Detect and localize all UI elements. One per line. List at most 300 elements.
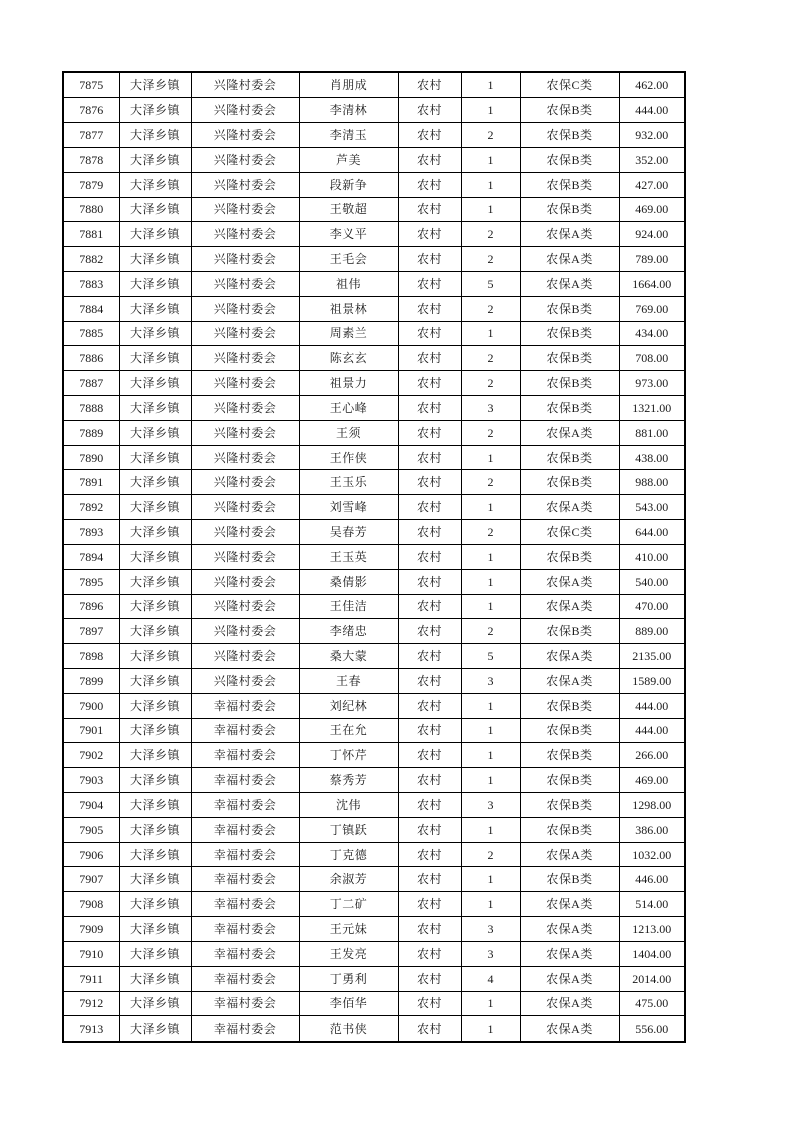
cell-person_count: 3: [461, 941, 520, 966]
cell-town: 大泽乡镇: [119, 817, 191, 842]
cell-record_no: 7884: [63, 296, 119, 321]
cell-insurance_category: 农保B类: [520, 396, 619, 421]
cell-record_no: 7902: [63, 743, 119, 768]
cell-residence_type: 农村: [398, 966, 461, 991]
cell-town: 大泽乡镇: [119, 296, 191, 321]
cell-name: 蔡秀芳: [299, 768, 398, 793]
cell-amount: 556.00: [619, 1016, 685, 1042]
cell-amount: 973.00: [619, 371, 685, 396]
cell-village_committee: 兴隆村委会: [191, 123, 299, 148]
cell-town: 大泽乡镇: [119, 867, 191, 892]
cell-name: 芦美: [299, 147, 398, 172]
cell-town: 大泽乡镇: [119, 495, 191, 520]
cell-record_no: 7912: [63, 991, 119, 1016]
cell-village_committee: 兴隆村委会: [191, 321, 299, 346]
cell-record_no: 7899: [63, 668, 119, 693]
cell-town: 大泽乡镇: [119, 917, 191, 942]
cell-town: 大泽乡镇: [119, 72, 191, 98]
cell-insurance_category: 农保A类: [520, 594, 619, 619]
cell-amount: 881.00: [619, 420, 685, 445]
cell-insurance_category: 农保B类: [520, 371, 619, 396]
cell-person_count: 1: [461, 72, 520, 98]
cell-insurance_category: 农保C类: [520, 520, 619, 545]
cell-insurance_category: 农保B类: [520, 619, 619, 644]
cell-village_committee: 幸福村委会: [191, 966, 299, 991]
cell-amount: 434.00: [619, 321, 685, 346]
cell-name: 王须: [299, 420, 398, 445]
cell-name: 王玉乐: [299, 470, 398, 495]
cell-record_no: 7895: [63, 569, 119, 594]
cell-name: 吴春芳: [299, 520, 398, 545]
cell-amount: 266.00: [619, 743, 685, 768]
table-row: [63, 544, 685, 569]
cell-village_committee: 幸福村委会: [191, 1016, 299, 1042]
cell-town: 大泽乡镇: [119, 98, 191, 123]
cell-town: 大泽乡镇: [119, 892, 191, 917]
cell-person_count: 1: [461, 147, 520, 172]
cell-record_no: 7892: [63, 495, 119, 520]
table-body: [63, 72, 685, 1042]
cell-person_count: 2: [461, 619, 520, 644]
cell-residence_type: 农村: [398, 123, 461, 148]
cell-amount: 932.00: [619, 123, 685, 148]
cell-residence_type: 农村: [398, 445, 461, 470]
table-row: [63, 668, 685, 693]
cell-town: 大泽乡镇: [119, 520, 191, 545]
cell-residence_type: 农村: [398, 396, 461, 421]
cell-insurance_category: 农保A类: [520, 222, 619, 247]
cell-town: 大泽乡镇: [119, 1016, 191, 1042]
cell-amount: 789.00: [619, 247, 685, 272]
cell-village_committee: 幸福村委会: [191, 917, 299, 942]
cell-person_count: 5: [461, 644, 520, 669]
table-row: [63, 569, 685, 594]
cell-name: 王心峰: [299, 396, 398, 421]
cell-name: 王发亮: [299, 941, 398, 966]
cell-residence_type: 农村: [398, 718, 461, 743]
cell-record_no: 7887: [63, 371, 119, 396]
table-row: [63, 892, 685, 917]
cell-residence_type: 农村: [398, 346, 461, 371]
cell-record_no: 7893: [63, 520, 119, 545]
cell-residence_type: 农村: [398, 1016, 461, 1042]
cell-insurance_category: 农保B类: [520, 470, 619, 495]
cell-residence_type: 农村: [398, 495, 461, 520]
cell-residence_type: 农村: [398, 991, 461, 1016]
table-row: [63, 321, 685, 346]
table-row: [63, 470, 685, 495]
cell-amount: 444.00: [619, 98, 685, 123]
cell-record_no: 7897: [63, 619, 119, 644]
cell-village_committee: 兴隆村委会: [191, 98, 299, 123]
cell-person_count: 3: [461, 668, 520, 693]
cell-insurance_category: 农保A类: [520, 941, 619, 966]
cell-person_count: 3: [461, 396, 520, 421]
cell-town: 大泽乡镇: [119, 371, 191, 396]
cell-record_no: 7880: [63, 197, 119, 222]
cell-person_count: 2: [461, 296, 520, 321]
cell-person_count: 2: [461, 123, 520, 148]
cell-person_count: 1: [461, 718, 520, 743]
cell-name: 刘纪林: [299, 693, 398, 718]
cell-record_no: 7911: [63, 966, 119, 991]
cell-amount: 1213.00: [619, 917, 685, 942]
cell-town: 大泽乡镇: [119, 619, 191, 644]
cell-person_count: 3: [461, 917, 520, 942]
cell-insurance_category: 农保B类: [520, 544, 619, 569]
cell-town: 大泽乡镇: [119, 693, 191, 718]
table-row: [63, 941, 685, 966]
cell-residence_type: 农村: [398, 644, 461, 669]
cell-person_count: 5: [461, 271, 520, 296]
cell-village_committee: 兴隆村委会: [191, 445, 299, 470]
cell-village_committee: 兴隆村委会: [191, 147, 299, 172]
cell-town: 大泽乡镇: [119, 569, 191, 594]
table-row: [63, 123, 685, 148]
cell-insurance_category: 农保B类: [520, 296, 619, 321]
cell-name: 李清林: [299, 98, 398, 123]
cell-amount: 438.00: [619, 445, 685, 470]
cell-record_no: 7883: [63, 271, 119, 296]
cell-village_committee: 幸福村委会: [191, 941, 299, 966]
cell-residence_type: 农村: [398, 619, 461, 644]
cell-name: 周素兰: [299, 321, 398, 346]
table-row: [63, 247, 685, 272]
cell-amount: 444.00: [619, 718, 685, 743]
cell-name: 王元妹: [299, 917, 398, 942]
cell-person_count: 1: [461, 892, 520, 917]
cell-amount: 1298.00: [619, 793, 685, 818]
cell-amount: 1664.00: [619, 271, 685, 296]
cell-record_no: 7913: [63, 1016, 119, 1042]
cell-name: 王毛会: [299, 247, 398, 272]
cell-name: 李清玉: [299, 123, 398, 148]
table-row: [63, 793, 685, 818]
cell-town: 大泽乡镇: [119, 594, 191, 619]
cell-name: 王春: [299, 668, 398, 693]
cell-residence_type: 农村: [398, 420, 461, 445]
cell-amount: 2014.00: [619, 966, 685, 991]
cell-person_count: 1: [461, 98, 520, 123]
cell-record_no: 7898: [63, 644, 119, 669]
cell-town: 大泽乡镇: [119, 668, 191, 693]
table-row: [63, 346, 685, 371]
cell-village_committee: 兴隆村委会: [191, 569, 299, 594]
cell-residence_type: 农村: [398, 892, 461, 917]
table-row: [63, 72, 685, 98]
cell-village_committee: 兴隆村委会: [191, 271, 299, 296]
cell-record_no: 7878: [63, 147, 119, 172]
cell-record_no: 7906: [63, 842, 119, 867]
cell-insurance_category: 农保A类: [520, 644, 619, 669]
cell-name: 丁勇利: [299, 966, 398, 991]
cell-insurance_category: 农保A类: [520, 569, 619, 594]
cell-town: 大泽乡镇: [119, 172, 191, 197]
cell-insurance_category: 农保B类: [520, 867, 619, 892]
cell-amount: 446.00: [619, 867, 685, 892]
cell-name: 王玉英: [299, 544, 398, 569]
cell-person_count: 1: [461, 172, 520, 197]
cell-insurance_category: 农保B类: [520, 817, 619, 842]
cell-name: 李绪忠: [299, 619, 398, 644]
cell-village_committee: 幸福村委会: [191, 718, 299, 743]
cell-insurance_category: 农保B类: [520, 98, 619, 123]
table-row: [63, 594, 685, 619]
cell-name: 沈伟: [299, 793, 398, 818]
cell-amount: 1032.00: [619, 842, 685, 867]
cell-village_committee: 兴隆村委会: [191, 172, 299, 197]
cell-residence_type: 农村: [398, 520, 461, 545]
cell-record_no: 7894: [63, 544, 119, 569]
cell-insurance_category: 农保A类: [520, 420, 619, 445]
cell-residence_type: 农村: [398, 98, 461, 123]
cell-record_no: 7876: [63, 98, 119, 123]
cell-name: 肖朋成: [299, 72, 398, 98]
cell-residence_type: 农村: [398, 544, 461, 569]
cell-town: 大泽乡镇: [119, 346, 191, 371]
cell-residence_type: 农村: [398, 743, 461, 768]
cell-record_no: 7905: [63, 817, 119, 842]
cell-residence_type: 农村: [398, 793, 461, 818]
cell-town: 大泽乡镇: [119, 470, 191, 495]
cell-record_no: 7908: [63, 892, 119, 917]
cell-person_count: 2: [461, 420, 520, 445]
cell-name: 祖景林: [299, 296, 398, 321]
cell-village_committee: 兴隆村委会: [191, 668, 299, 693]
cell-record_no: 7903: [63, 768, 119, 793]
cell-person_count: 1: [461, 991, 520, 1016]
cell-residence_type: 农村: [398, 321, 461, 346]
cell-insurance_category: 农保B类: [520, 743, 619, 768]
cell-record_no: 7881: [63, 222, 119, 247]
cell-person_count: 2: [461, 470, 520, 495]
cell-amount: 2135.00: [619, 644, 685, 669]
table-row: [63, 420, 685, 445]
cell-town: 大泽乡镇: [119, 768, 191, 793]
cell-residence_type: 农村: [398, 668, 461, 693]
table-row: [63, 520, 685, 545]
cell-insurance_category: 农保B类: [520, 693, 619, 718]
cell-record_no: 7879: [63, 172, 119, 197]
cell-record_no: 7885: [63, 321, 119, 346]
cell-residence_type: 农村: [398, 371, 461, 396]
cell-amount: 769.00: [619, 296, 685, 321]
cell-amount: 462.00: [619, 72, 685, 98]
cell-record_no: 7909: [63, 917, 119, 942]
cell-town: 大泽乡镇: [119, 644, 191, 669]
table-row: [63, 396, 685, 421]
cell-town: 大泽乡镇: [119, 966, 191, 991]
table-row: [63, 991, 685, 1016]
cell-village_committee: 兴隆村委会: [191, 520, 299, 545]
cell-town: 大泽乡镇: [119, 197, 191, 222]
cell-residence_type: 农村: [398, 569, 461, 594]
table-row: [63, 197, 685, 222]
cell-name: 桑倩影: [299, 569, 398, 594]
cell-person_count: 1: [461, 197, 520, 222]
cell-amount: 543.00: [619, 495, 685, 520]
cell-village_committee: 兴隆村委会: [191, 420, 299, 445]
cell-record_no: 7896: [63, 594, 119, 619]
cell-amount: 988.00: [619, 470, 685, 495]
cell-town: 大泽乡镇: [119, 941, 191, 966]
cell-record_no: 7890: [63, 445, 119, 470]
table-row: [63, 693, 685, 718]
cell-residence_type: 农村: [398, 247, 461, 272]
cell-amount: 1404.00: [619, 941, 685, 966]
cell-insurance_category: 农保B类: [520, 172, 619, 197]
cell-record_no: 7900: [63, 693, 119, 718]
cell-amount: 470.00: [619, 594, 685, 619]
cell-person_count: 1: [461, 594, 520, 619]
cell-village_committee: 兴隆村委会: [191, 619, 299, 644]
table-row: [63, 495, 685, 520]
cell-town: 大泽乡镇: [119, 991, 191, 1016]
cell-person_count: 1: [461, 321, 520, 346]
cell-town: 大泽乡镇: [119, 420, 191, 445]
cell-insurance_category: 农保B类: [520, 346, 619, 371]
cell-name: 李义平: [299, 222, 398, 247]
cell-name: 王作侠: [299, 445, 398, 470]
cell-village_committee: 兴隆村委会: [191, 197, 299, 222]
cell-residence_type: 农村: [398, 296, 461, 321]
cell-town: 大泽乡镇: [119, 544, 191, 569]
cell-town: 大泽乡镇: [119, 123, 191, 148]
cell-insurance_category: 农保A类: [520, 917, 619, 942]
cell-name: 范书侠: [299, 1016, 398, 1042]
cell-village_committee: 兴隆村委会: [191, 396, 299, 421]
table-row: [63, 743, 685, 768]
cell-amount: 427.00: [619, 172, 685, 197]
cell-town: 大泽乡镇: [119, 842, 191, 867]
cell-village_committee: 兴隆村委会: [191, 346, 299, 371]
cell-insurance_category: 农保A类: [520, 271, 619, 296]
cell-insurance_category: 农保B类: [520, 718, 619, 743]
cell-person_count: 2: [461, 222, 520, 247]
cell-record_no: 7901: [63, 718, 119, 743]
cell-person_count: 1: [461, 544, 520, 569]
cell-insurance_category: 农保B类: [520, 147, 619, 172]
cell-village_committee: 幸福村委会: [191, 991, 299, 1016]
cell-residence_type: 农村: [398, 941, 461, 966]
cell-town: 大泽乡镇: [119, 271, 191, 296]
cell-insurance_category: 农保B类: [520, 768, 619, 793]
table-row: [63, 271, 685, 296]
cell-amount: 444.00: [619, 693, 685, 718]
cell-amount: 924.00: [619, 222, 685, 247]
table-row: [63, 867, 685, 892]
cell-insurance_category: 农保A类: [520, 247, 619, 272]
table-row: [63, 222, 685, 247]
table-row: [63, 619, 685, 644]
cell-record_no: 7904: [63, 793, 119, 818]
cell-name: 丁二矿: [299, 892, 398, 917]
cell-record_no: 7888: [63, 396, 119, 421]
table-row: [63, 147, 685, 172]
table-row: [63, 817, 685, 842]
table-row: [63, 1016, 685, 1042]
cell-name: 王在允: [299, 718, 398, 743]
cell-name: 段新争: [299, 172, 398, 197]
cell-village_committee: 兴隆村委会: [191, 72, 299, 98]
cell-person_count: 1: [461, 445, 520, 470]
cell-village_committee: 幸福村委会: [191, 817, 299, 842]
cell-insurance_category: 农保B类: [520, 793, 619, 818]
cell-town: 大泽乡镇: [119, 247, 191, 272]
cell-village_committee: 幸福村委会: [191, 693, 299, 718]
cell-insurance_category: 农保A类: [520, 1016, 619, 1042]
cell-village_committee: 幸福村委会: [191, 842, 299, 867]
cell-amount: 1321.00: [619, 396, 685, 421]
table-row: [63, 445, 685, 470]
cell-amount: 410.00: [619, 544, 685, 569]
cell-insurance_category: 农保A类: [520, 966, 619, 991]
cell-insurance_category: 农保B类: [520, 197, 619, 222]
cell-record_no: 7910: [63, 941, 119, 966]
cell-name: 祖景力: [299, 371, 398, 396]
cell-amount: 514.00: [619, 892, 685, 917]
cell-insurance_category: 农保A类: [520, 892, 619, 917]
cell-amount: 1589.00: [619, 668, 685, 693]
cell-village_committee: 兴隆村委会: [191, 495, 299, 520]
cell-residence_type: 农村: [398, 594, 461, 619]
cell-record_no: 7907: [63, 867, 119, 892]
cell-residence_type: 农村: [398, 271, 461, 296]
cell-village_committee: 兴隆村委会: [191, 544, 299, 569]
cell-name: 王敬超: [299, 197, 398, 222]
cell-name: 刘雪峰: [299, 495, 398, 520]
cell-residence_type: 农村: [398, 693, 461, 718]
cell-person_count: 1: [461, 693, 520, 718]
cell-record_no: 7891: [63, 470, 119, 495]
cell-person_count: 1: [461, 495, 520, 520]
table-row: [63, 98, 685, 123]
cell-village_committee: 兴隆村委会: [191, 247, 299, 272]
cell-village_committee: 幸福村委会: [191, 793, 299, 818]
cell-residence_type: 农村: [398, 172, 461, 197]
cell-person_count: 2: [461, 520, 520, 545]
cell-town: 大泽乡镇: [119, 743, 191, 768]
cell-residence_type: 农村: [398, 917, 461, 942]
table-row: [63, 966, 685, 991]
cell-village_committee: 兴隆村委会: [191, 222, 299, 247]
cell-name: 余淑芳: [299, 867, 398, 892]
cell-village_committee: 幸福村委会: [191, 867, 299, 892]
cell-insurance_category: 农保C类: [520, 72, 619, 98]
cell-residence_type: 农村: [398, 147, 461, 172]
cell-insurance_category: 农保B类: [520, 321, 619, 346]
cell-residence_type: 农村: [398, 222, 461, 247]
cell-amount: 386.00: [619, 817, 685, 842]
cell-name: 丁怀芹: [299, 743, 398, 768]
cell-person_count: 2: [461, 247, 520, 272]
cell-amount: 352.00: [619, 147, 685, 172]
cell-person_count: 1: [461, 768, 520, 793]
cell-town: 大泽乡镇: [119, 445, 191, 470]
cell-person_count: 1: [461, 817, 520, 842]
cell-village_committee: 幸福村委会: [191, 892, 299, 917]
cell-amount: 469.00: [619, 197, 685, 222]
records-table: [62, 71, 686, 1043]
cell-record_no: 7882: [63, 247, 119, 272]
cell-residence_type: 农村: [398, 842, 461, 867]
cell-person_count: 4: [461, 966, 520, 991]
cell-record_no: 7886: [63, 346, 119, 371]
cell-village_committee: 兴隆村委会: [191, 470, 299, 495]
cell-village_committee: 兴隆村委会: [191, 296, 299, 321]
cell-person_count: 3: [461, 793, 520, 818]
cell-insurance_category: 农保A类: [520, 842, 619, 867]
